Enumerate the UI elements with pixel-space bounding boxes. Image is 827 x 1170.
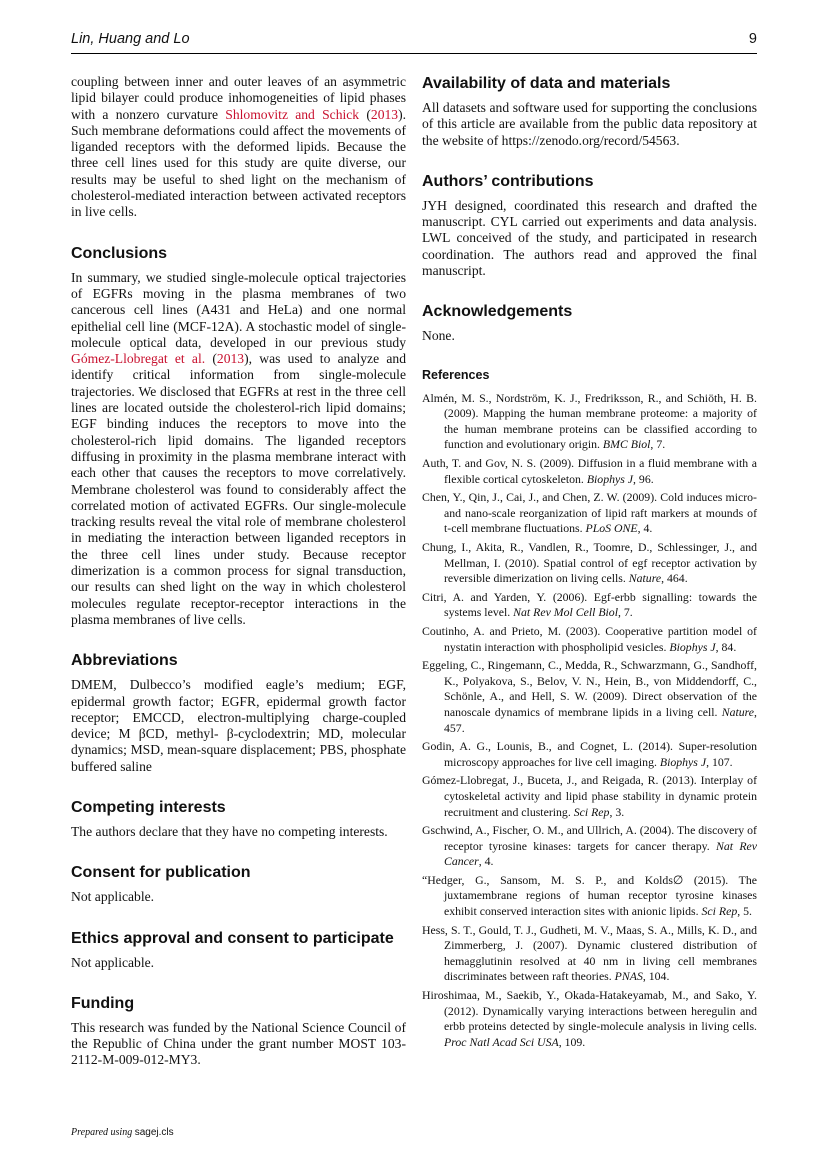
page-footer <box>71 1127 174 1138</box>
reference-journal: Biophys J <box>659 754 707 769</box>
reference-item: Coutinho, A. and Prieto, M. (2003). Cooperative partition model of nystatin interaction with phospholipid vesicles. Biophys J, 84. <box>422 623 757 654</box>
section-title-consent: Consent for publication <box>71 864 251 882</box>
footer-prefix: Prepared using <box>71 1127 135 1138</box>
citation-year-link[interactable]: 2013 <box>370 106 399 122</box>
reference-item: Auth, T. and Gov, N. S. (2009). Diffusion in a fluid membrane with a flexible cortical cytoskeleton. Biophys J, 96. <box>422 456 757 486</box>
reference-journal: BMC Biol <box>602 437 651 452</box>
reference-item: Almén, M. S., Nordström, K. J., Fredriksson, R., and Schiöth, H. B. (2009). Mapping the human membrane proteome: a majority of the human membrane proteins can be classified according to function and evolutionary origin. BMC Biol, 7. <box>422 390 757 452</box>
running-header <box>71 31 757 54</box>
availability-paragraph: All datasets and software used for supporting the conclusions of this article are available from the public data repository at the website of https://zenodo.org/record/54563. <box>422 100 757 148</box>
reference-journal: Biophys J <box>586 471 634 486</box>
ethics-paragraph: Not applicable. <box>71 954 155 970</box>
acknowledgements-paragraph: None. <box>422 328 455 344</box>
section-title-funding: Funding <box>71 994 135 1012</box>
running-header-authors: Lin, Huang and Lo <box>71 31 190 47</box>
reference-journal: PLoS ONE <box>585 521 638 536</box>
reference-item: Godin, A. G., Lounis, B., and Cognet, L. (2014). Super-resolution microscopy approaches for live cell imaging. Biophys J, 107. <box>422 739 757 769</box>
reference-journal: PNAS <box>614 969 643 984</box>
competing-interests-paragraph: The authors declare that they have no competing interests. <box>71 823 388 839</box>
contributions-paragraph: JYH designed, coordinated this research and drafted the manuscript. CYL carried out experiments and data analysis. LWL conceived of the study, and participated in research coordination. The authors read and approved the final manuscript. <box>422 197 757 279</box>
reference-item: Eggeling, C., Ringemann, C., Medda, R., Schwarzmann, G., Sandhoff, K., Polyakova, S., Belov, V. N., Hein, B., von Middendorff, C., Schönle, A., and Hell, S. W. (2009). Direct observation of the nanoscale dynamics of membrane lipids in a living cell. Nature, 457. <box>422 658 757 735</box>
reference-journal: Proc Natl Acad Sci USA <box>444 1034 559 1049</box>
intro-paragraph: coupling between inner and outer leaves of an asymmetric lipid bilayer could produce inhomogeneities of lipid phases with a nonzero curvature Shlomovitz and Schick (2013). Such membrane deformations could affect the movements of liganded receptors with the deformed lipids. Because the three cell lines used for this study are quite diverse, our results may be useful to shed light on the mechanism of cholesterol-mediated interaction between activated receptors in live cells. <box>71 74 407 220</box>
conclusions-paragraph: In summary, we studied single-molecule optical trajectories of EGFRs moving in the plasma membranes of two cancerous cell lines (A431 and HeLa) and one normal epithelial cell line (MCF-12A). A stochastic model of single-molecule optical data, developed in our previous study Gómez-Llobregat et al. (2013), was used to analyze and identify critical information from single-molecule trajectories. We disclosed that EGFRs at rest in the three cell lines are located outside the cholesterol-rich lipid domains; EGF binding induces the receptors to move into the cholesterol-rich lipid domains. The liganded receptors diffusing in proximity in the plasma membrane interact with each other that causes the receptors to move correlatively. Membrane cholesterol was found to considerably affect the correlated motion of activated EGFRs. Our single-molecule tracking results reveal the vital role of membrane cholesterol in mediating the interaction between liganded receptors in the three cell lines under study. Because receptor dimerization is a common process for signal transduction, our results can shed light on the way in which cholesterol molecules regulate receptor-receptor interactions in the plasma membranes of live cells. <box>71 269 406 627</box>
reference-item: Chung, I., Akita, R., Vandlen, R., Toomre, D., Schlessinger, J., and Mellman, I. (2010). Spatial control of egf receptor activation by reversible dimerization on living cells. Nature, 464. <box>422 540 757 586</box>
funding-paragraph: This research was funded by the National Science Council of the Republic of China under the grant number MOST 103-2112-M-009-012-MY3. <box>71 1019 406 1068</box>
section-title-references: References <box>422 367 490 382</box>
reference-journal: Sci Rep <box>573 804 610 819</box>
section-title-competing-interests: Competing interests <box>71 798 226 816</box>
citation-link[interactable]: Shlomovitz and Schick <box>225 106 360 122</box>
reference-journal: Nat Rev Cancer <box>444 838 757 869</box>
section-title-availability: Availability of data and materials <box>422 75 671 92</box>
section-title-conclusions: Conclusions <box>71 244 168 262</box>
reference-item: Citri, A. and Yarden, Y. (2006). Egf-erbb signalling: towards the systems level. Nat Rev Mol Cell Biol, 7. <box>422 589 757 620</box>
right-column <box>422 74 757 1053</box>
reference-item: “Hedger, G., Sansom, M. S. P., and Kolds∅ (2015). The juxtamembrane regions of human receptor tyrosine kinases exhibit conserved interaction sites with anionic lipids. Sci Rep, 5. <box>422 872 757 919</box>
reference-item: Gschwind, A., Fischer, O. M., and Ullrich, A. (2004). The discovery of receptor tyrosine kinases: targets for cancer therapy. Nat Rev Cancer, 4. <box>422 823 757 869</box>
reference-item: Gómez-Llobregat, J., Buceta, J., and Reigada, R. (2013). Interplay of cytoskeletal activity and lipid phase stability in dynamic protein recruitment and clustering. Sci Rep, 3. <box>422 773 757 819</box>
reference-item: Hiroshimaa, M., Saekib, Y., Okada-Hatakeyamab, M., and Sako, Y. (2012). Dynamically varying interactions between heregulin and erbb proteins detected by single-molecule analysis in living cells. Proc Natl Acad Sci USA, 109. <box>422 988 757 1049</box>
reference-item: Chen, Y., Qin, J., Cai, J., and Chen, Z. W. (2009). Cold induces micro- and nano-scale reorganization of lipid raft markers at mounds of t-cell membrane fluctuations. PLoS ONE, 4. <box>422 490 757 536</box>
footer-class-name: sagej.cls <box>134 1127 174 1138</box>
abbreviations-paragraph: DMEM, Dulbecco’s modified eagle’s medium; EGF, epidermal growth factor; EGFR, epidermal growth factor receptor; EMCCD, electron-multiplying charge-coupled device; M βCD, methyl- β-cyclodextrin; MD, molecular dynamics; MSD, mean-square displacement; PBS, phosphate buffered saline <box>71 677 406 774</box>
section-title-ethics: Ethics approval and consent to participate <box>71 929 394 947</box>
citation-year-link[interactable]: 2013 <box>216 351 245 367</box>
section-title-abbreviations: Abbreviations <box>71 652 178 670</box>
reference-journal: Sci Rep <box>701 904 738 919</box>
page-number: 9 <box>748 31 757 47</box>
reference-list <box>422 391 757 1051</box>
reference-journal: Nat Rev Mol Cell Biol <box>513 605 618 620</box>
reference-journal: Biophys J <box>669 639 716 654</box>
reference-journal: Nature <box>721 704 755 719</box>
section-title-contributions: Authors’ contributions <box>422 172 594 190</box>
section-title-acknowledgements: Acknowledgements <box>422 303 573 321</box>
citation-link[interactable]: Gómez-Llobregat et al. <box>71 351 206 367</box>
left-column <box>71 74 406 1069</box>
reference-item: Hess, S. T., Gould, T. J., Gudheti, M. V., Maas, S. A., Mills, K. D., and Zimmerberg, J. (2007). Dynamic clustered distribution of hemagglutinin resolved at 40 nm in living cell membranes discriminates between raft theories. PNAS, 104. <box>422 922 757 984</box>
consent-paragraph: Not applicable. <box>71 889 155 905</box>
reference-journal: Nature <box>628 571 662 586</box>
